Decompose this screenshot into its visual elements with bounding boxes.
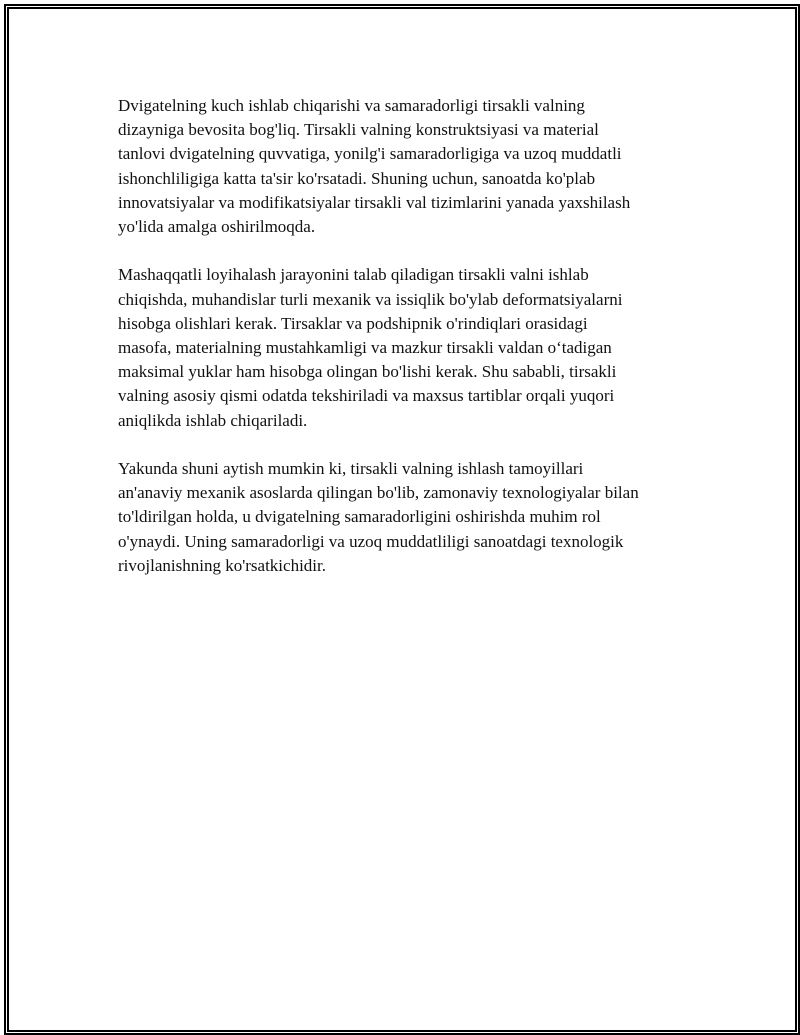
paragraph-3: Yakunda shuni aytish mumkin ki, tirsakli valning ishlash tamoyillari an'anaviy mexanik asoslarda qilingan bo'lib, zamonaviy texnologiyalar bilan to'ldirilgan holda, u dvigatelning samaradorligini oshirishda muhim rol o'ynaydi. Uning samaradorligi va uzoq muddatliligi sanoatdagi texnologik rivojlanishning ko'rsatkichidir.: [118, 459, 639, 575]
paragraph-2: Mashaqqatli loyihalash jarayonini talab qiladigan tirsakli valni ishlab chiqishda, muhandislar turli mexanik va issiqlik bo'ylab deformatsiyalarni hisobga olishlari kerak. Tirsaklar va podshipnik o'rindiqlari orasidagi masofa, materialning mustahkamligi va mazkur tirsakli valdan o‘tadigan maksimal yuklar ham hisobga olingan bo'lishi kerak. Shu sababli, tirsakli valning asosiy qismi odatda tekshiriladi va maxsus tartiblar orqali yuqori aniqlikda ishlab chiqariladi.: [118, 265, 623, 430]
document-body: [118, 94, 698, 602]
paragraph-1: Dvigatelning kuch ishlab chiqarishi va samaradorligi tirsakli valning dizayniga bevosita bog'liq. Tirsakli valning konstruktsiyasi va material tanlovi dvigatelning quvvatiga, yonilg'i samaradorligiga va uzoq muddatli ishonchliligiga katta ta'sir ko'rsatadi. Shuning uchun, sanoatda ko'plab innovatsiyalar va modifikatsiyalar tirsakli val tizimlarini yanada yaxshilash yo'lida amalga oshirilmoqda.: [118, 96, 631, 237]
